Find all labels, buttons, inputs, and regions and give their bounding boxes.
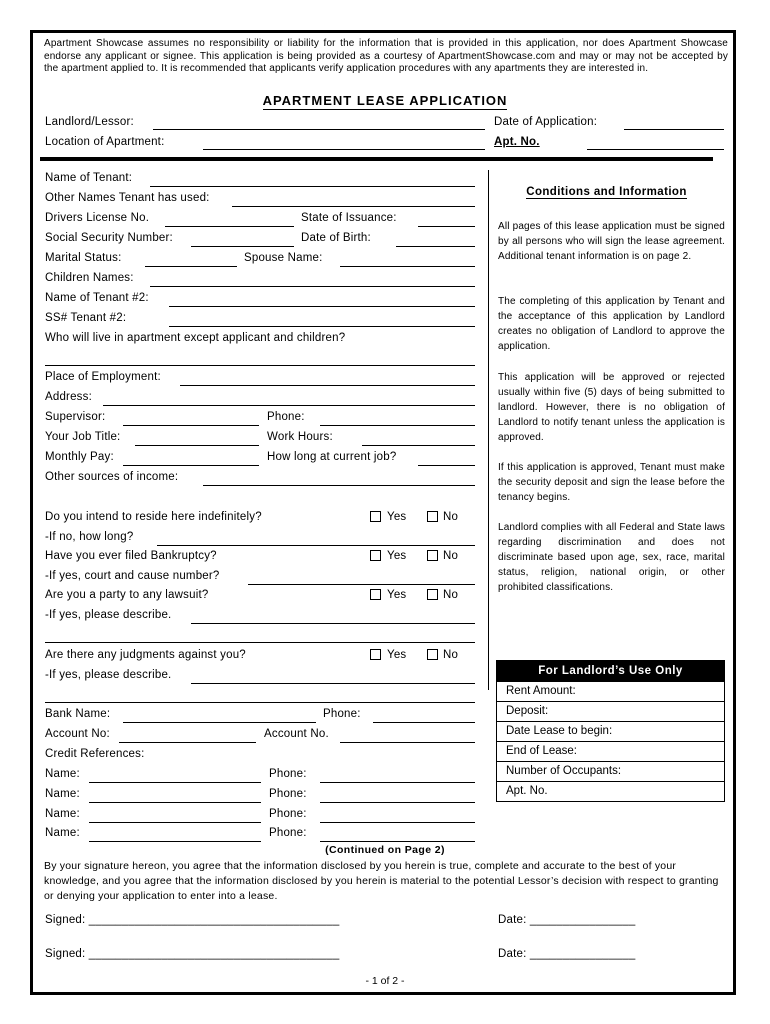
conditions-p3: This application will be approved or rejected usually within five (5) days of being submitted to landlord. However, there is no obligation of Landlord to notify tenant unless the application is approved. xyxy=(498,372,725,443)
disclaimer-text: Apartment Showcase assumes no responsibility or liability for the information that is provided in this application, nor does Apartment Showcase endorse any applicant or signee. This application is being provided as a courtesy of ApartmentShowcase.com and may or may not be accepted by the apartment applied to. It is recommended that applicants verify application procedures with any apartments they are interested in. xyxy=(44,38,728,75)
describe1-field[interactable] xyxy=(191,623,475,624)
credit-references-label: Credit References: xyxy=(45,748,145,760)
employment-field[interactable] xyxy=(180,385,475,386)
ssn-field[interactable] xyxy=(191,246,294,247)
job-title-field[interactable] xyxy=(135,445,259,446)
drivers-license-field[interactable] xyxy=(165,226,294,227)
landlord-row-end[interactable]: End of Lease: xyxy=(497,741,724,761)
form-title xyxy=(0,93,770,108)
signed2-field[interactable]: Signed: ______________________________________ xyxy=(45,948,340,960)
bank-name-field[interactable] xyxy=(123,722,316,723)
date-of-application-label: Date of Application: xyxy=(494,116,598,128)
ref4-name-label: Name: xyxy=(45,827,80,839)
ref1-phone-label: Phone: xyxy=(269,768,307,780)
marital-label: Marital Status: xyxy=(45,252,122,264)
tenant-name-label: Name of Tenant: xyxy=(45,172,133,184)
conditions-title xyxy=(488,186,725,198)
landlord-row-occupants[interactable]: Number of Occupants: xyxy=(497,761,724,781)
ref2-name-label: Name: xyxy=(45,788,80,800)
tenant2-label: Name of Tenant #2: xyxy=(45,292,149,304)
form-title-text: APARTMENT LEASE APPLICATION xyxy=(262,93,508,108)
conditions-title-text: Conditions and Information xyxy=(526,186,687,198)
landlord-row-apt[interactable]: Apt. No. xyxy=(497,781,724,801)
bank-phone-field[interactable] xyxy=(373,722,475,723)
ref4-name-field[interactable] xyxy=(89,841,261,842)
supervisor-field[interactable] xyxy=(123,425,259,426)
account2-label: Account No. xyxy=(264,728,329,740)
account1-field[interactable] xyxy=(119,742,256,743)
reside-question: Do you intend to reside here indefinitely? xyxy=(45,511,262,523)
ref1-name-field[interactable] xyxy=(89,782,261,783)
bank-name-label: Bank Name: xyxy=(45,708,111,720)
conditions-p1: All pages of this lease application must be signed by all persons who will sign the lease agreement. Additional tenant information is on page 2. xyxy=(498,221,725,262)
ref3-phone-field[interactable] xyxy=(320,822,475,823)
bankruptcy-yes-checkbox[interactable] xyxy=(370,550,381,561)
court-label: -If yes, court and cause number? xyxy=(45,570,220,582)
landlord-field[interactable] xyxy=(153,129,485,130)
tenant-name-field[interactable] xyxy=(150,186,475,187)
work-hours-label: Work Hours: xyxy=(267,431,333,443)
lawsuit-yes-checkbox[interactable] xyxy=(370,589,381,600)
dob-field[interactable] xyxy=(396,246,475,247)
ref3-name-label: Name: xyxy=(45,808,80,820)
describe1-label: -If yes, please describe. xyxy=(45,609,172,621)
continued-note: (Continued on Page 2) xyxy=(325,844,445,856)
address-label: Address: xyxy=(45,391,92,403)
conditions-p4: If this application is approved, Tenant must make the security deposit and sign the lease before the tenancy begins. xyxy=(498,462,725,503)
reside-no-label: No xyxy=(443,511,459,523)
state-issuance-label: State of Issuance: xyxy=(301,212,397,224)
date-of-application-field[interactable] xyxy=(624,129,724,130)
supervisor-label: Supervisor: xyxy=(45,411,106,423)
landlord-use-title: For Landlord’s Use Only xyxy=(497,661,724,681)
ref1-name-label: Name: xyxy=(45,768,80,780)
monthly-pay-field[interactable] xyxy=(123,465,259,466)
describe2-label: -If yes, please describe. xyxy=(45,669,172,681)
apt-no-field[interactable] xyxy=(587,149,724,150)
judgments-question: Are there any judgments against you? xyxy=(45,649,246,661)
lawsuit-no-checkbox[interactable] xyxy=(427,589,438,600)
job-title-label: Your Job Title: xyxy=(45,431,121,443)
how-long-field[interactable] xyxy=(418,465,475,466)
work-phone-label: Phone: xyxy=(267,411,305,423)
judgments-no-label: No xyxy=(443,649,459,661)
section-divider xyxy=(40,157,713,161)
lawsuit-no-label: No xyxy=(443,589,459,601)
bankruptcy-question: Have you ever filed Bankruptcy? xyxy=(45,550,217,562)
other-income-field[interactable] xyxy=(203,485,475,486)
describe1-field-2[interactable] xyxy=(45,642,475,643)
account1-label: Account No: xyxy=(45,728,110,740)
ref2-phone-field[interactable] xyxy=(320,802,475,803)
court-field[interactable] xyxy=(248,584,475,585)
lawsuit-yes-label: Yes xyxy=(387,589,407,601)
state-issuance-field[interactable] xyxy=(418,226,475,227)
ref4-phone-field[interactable] xyxy=(320,841,475,842)
who-will-live-label: Who will live in apartment except applicant and children? xyxy=(45,332,346,344)
signed1-field[interactable]: Signed: ______________________________________ xyxy=(45,914,340,926)
reside-yes-checkbox[interactable] xyxy=(370,511,381,522)
judgments-yes-label: Yes xyxy=(387,649,407,661)
reside-no-checkbox[interactable] xyxy=(427,511,438,522)
ref3-name-field[interactable] xyxy=(89,822,261,823)
ssn-label: Social Security Number: xyxy=(45,232,173,244)
address-field[interactable] xyxy=(103,405,475,406)
account2-field[interactable] xyxy=(340,742,475,743)
spouse-field[interactable] xyxy=(340,266,475,267)
work-hours-field[interactable] xyxy=(362,445,475,446)
landlord-row-deposit[interactable]: Deposit: xyxy=(497,701,724,721)
landlord-label: Landlord/Lessor: xyxy=(45,116,134,128)
monthly-pay-label: Monthly Pay: xyxy=(45,451,114,463)
other-names-label: Other Names Tenant has used: xyxy=(45,192,210,204)
how-long-label: How long at current job? xyxy=(267,451,397,463)
judgments-yes-checkbox[interactable] xyxy=(370,649,381,660)
describe2-field[interactable] xyxy=(191,683,475,684)
describe2-field-2[interactable] xyxy=(45,702,475,703)
conditions-p5: Landlord complies with all Federal and State laws regarding discrimination and does not discriminate based upon age, sex, race, marital status, religion, national origin, or other prohibited classifications. xyxy=(498,522,725,593)
spouse-label: Spouse Name: xyxy=(244,252,323,264)
bankruptcy-no-checkbox[interactable] xyxy=(427,550,438,561)
bankruptcy-yes-label: Yes xyxy=(387,550,407,562)
bankruptcy-no-label: No xyxy=(443,550,459,562)
reside-yes-label: Yes xyxy=(387,511,407,523)
ref4-phone-label: Phone: xyxy=(269,827,307,839)
ref2-name-field[interactable] xyxy=(89,802,261,803)
date2-field[interactable]: Date: ________________ xyxy=(498,948,636,960)
page-number: - 1 of 2 - xyxy=(365,975,405,987)
dob-label: Date of Birth: xyxy=(301,232,371,244)
column-divider xyxy=(488,170,489,690)
ssn2-label: SS# Tenant #2: xyxy=(45,312,127,324)
landlord-row-rent[interactable]: Rent Amount: xyxy=(497,681,724,701)
ssn2-field[interactable] xyxy=(169,326,475,327)
other-income-label: Other sources of income: xyxy=(45,471,179,483)
work-phone-field[interactable] xyxy=(320,425,475,426)
marital-field[interactable] xyxy=(145,266,237,267)
judgments-no-checkbox[interactable] xyxy=(427,649,438,660)
location-label: Location of Apartment: xyxy=(45,136,165,148)
conditions-p2: The completing of this application by Tenant and the acceptance of this application by Landlord creates no obligation of Landlord to approve the application. xyxy=(498,296,725,352)
landlord-use-table xyxy=(496,660,725,802)
tenant2-field[interactable] xyxy=(169,306,475,307)
lawsuit-question: Are you a party to any lawsuit? xyxy=(45,589,209,601)
ref1-phone-field[interactable] xyxy=(320,782,475,783)
if-no-field[interactable] xyxy=(157,545,475,546)
children-field[interactable] xyxy=(150,286,475,287)
landlord-row-begin[interactable]: Date Lease to begin: xyxy=(497,721,724,741)
employment-label: Place of Employment: xyxy=(45,371,161,383)
date1-field[interactable]: Date: ________________ xyxy=(498,914,636,926)
drivers-license-label: Drivers License No. xyxy=(45,212,150,224)
apt-no-label: Apt. No. xyxy=(494,136,540,148)
who-will-live-field[interactable] xyxy=(45,365,475,366)
ref2-phone-label: Phone: xyxy=(269,788,307,800)
bank-phone-label: Phone: xyxy=(323,708,361,720)
other-names-field[interactable] xyxy=(232,206,475,207)
ref3-phone-label: Phone: xyxy=(269,808,307,820)
location-field[interactable] xyxy=(203,149,485,150)
if-no-label: -If no, how long? xyxy=(45,531,134,543)
children-label: Children Names: xyxy=(45,272,134,284)
agreement-text: By your signature hereon, you agree that the information disclosed by you herein is true, complete and accurate to the best of your knowledge, and you agree that the information disclosed by you herein is material to the potential Lessor’s decision with respect to granting or denying your application to enter into a lease. xyxy=(44,860,719,902)
